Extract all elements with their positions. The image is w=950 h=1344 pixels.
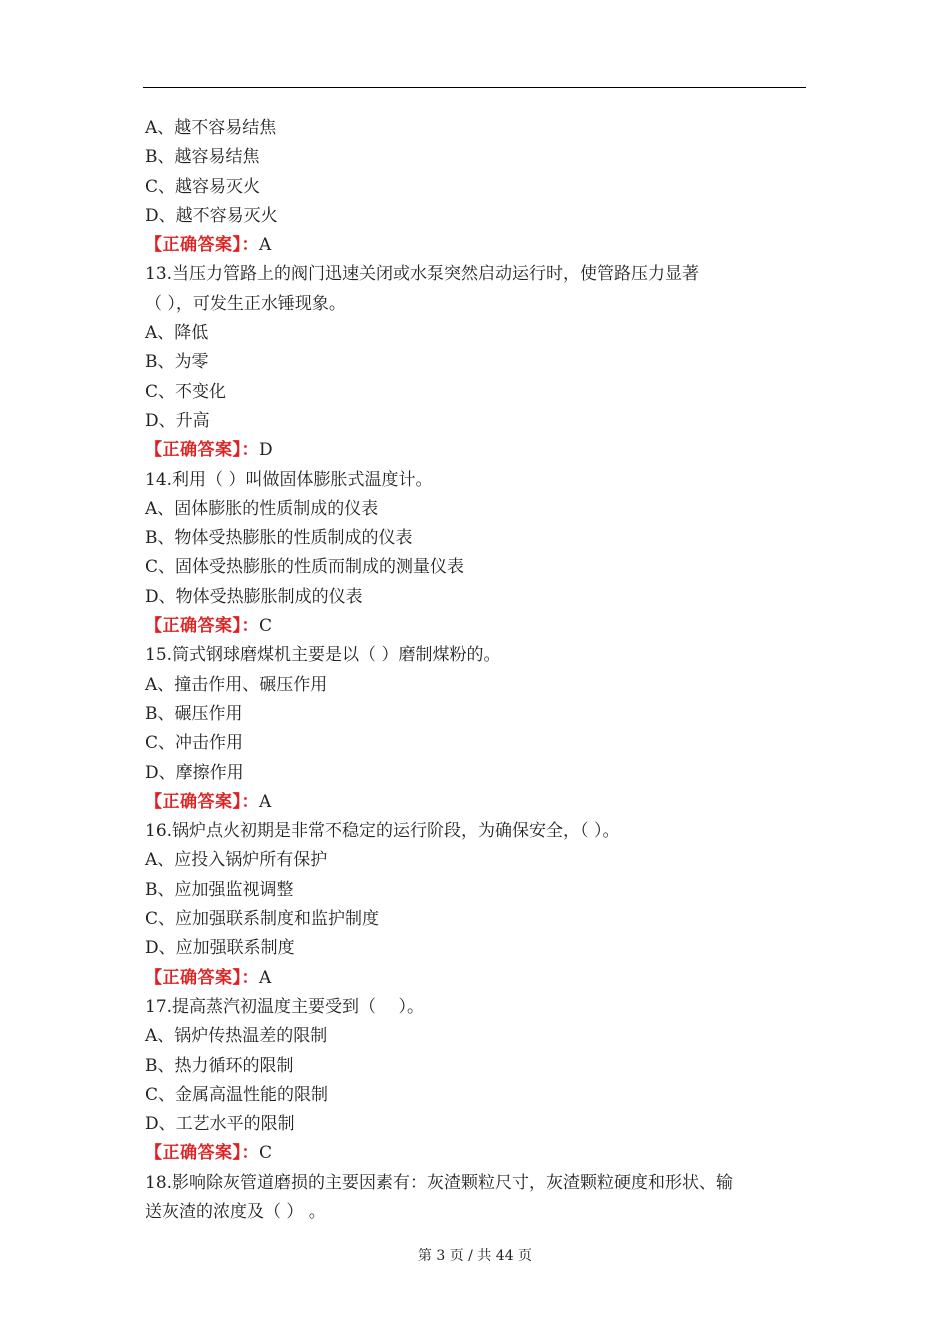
answer-label: 【正确答案】： <box>145 440 259 461</box>
option-line: C、越容易灭火 <box>145 176 261 197</box>
option-line: B、热力循环的限制 <box>145 1055 294 1076</box>
option-line: B、为零 <box>145 352 209 373</box>
option-line: B、碾压作用 <box>145 703 243 724</box>
question-line: 14.利用（ ）叫做固体膨胀式温度计。 <box>145 469 433 490</box>
answer-value: A <box>259 967 272 988</box>
option-line: A、越不容易结焦 <box>145 118 277 138</box>
answer-line <box>145 1139 810 1168</box>
question-line: 18.影响除灰管道磨损的主要因素有：灰渣颗粒尺寸，灰渣颗粒硬度和形状、输 <box>145 1172 734 1193</box>
answer-label: 【正确答案】： <box>145 235 259 256</box>
answer-label: 【正确答案】： <box>145 1143 259 1164</box>
question-line: 17.提高蒸汽初温度主要受到（ ）。 <box>145 996 424 1017</box>
option-line: A、降低 <box>145 323 209 344</box>
option-line: B、物体受热膨胀的性质制成的仪表 <box>145 528 413 549</box>
header-rule <box>143 87 806 88</box>
answer-value: A <box>259 235 272 256</box>
option-line: C、固体受热膨胀的性质而制成的测量仪表 <box>145 557 465 578</box>
document-body <box>145 114 810 1227</box>
option-line: A、锅炉传热温差的限制 <box>145 1026 328 1047</box>
answer-value: C <box>259 1143 273 1164</box>
question-line: （ ），可发生正水锤现象。 <box>145 293 346 314</box>
option-line: C、金属高温性能的限制 <box>145 1084 329 1105</box>
option-line: D、工艺水平的限制 <box>145 1114 295 1135</box>
answer-line <box>145 964 810 993</box>
option-line: C、不变化 <box>145 381 227 402</box>
answer-line <box>145 612 810 641</box>
question-line: 13.当压力管路上的阀门迅速关闭或水泵突然启动运行时，使管路压力显著 <box>145 264 700 285</box>
answer-line <box>145 788 810 817</box>
option-line: D、越不容易灭火 <box>145 205 278 226</box>
answer-label: 【正确答案】： <box>145 791 259 812</box>
page-footer: 第 3 页 / 共 44 页 <box>417 1248 533 1264</box>
option-line: D、摩擦作用 <box>145 762 244 783</box>
answer-value: D <box>259 440 273 461</box>
answer-value: C <box>259 616 273 637</box>
option-line: C、冲击作用 <box>145 733 244 754</box>
question-line: 送灰渣的浓度及（ ） 。 <box>145 1201 326 1222</box>
answer-line <box>145 231 810 260</box>
option-line: C、应加强联系制度和监护制度 <box>145 909 380 930</box>
answer-label: 【正确答案】： <box>145 967 259 988</box>
option-line: D、物体受热膨胀制成的仪表 <box>145 586 363 607</box>
option-line: D、应加强联系制度 <box>145 938 295 959</box>
answer-line <box>145 436 810 465</box>
question-line: 16.锅炉点火初期是非常不稳定的运行阶段，为确保安全，（ ）。 <box>145 821 620 842</box>
answer-value: A <box>259 791 272 812</box>
answer-label: 【正确答案】： <box>145 616 259 637</box>
option-line: A、固体膨胀的性质制成的仪表 <box>145 498 379 519</box>
option-line: A、应投入锅炉所有保护 <box>145 850 328 871</box>
option-line: B、越容易结焦 <box>145 147 260 168</box>
question-line: 15.筒式钢球磨煤机主要是以（ ）磨制煤粉的。 <box>145 645 501 666</box>
option-line: D、升高 <box>145 410 210 431</box>
option-line: A、撞击作用、碾压作用 <box>145 674 328 695</box>
option-line: B、应加强监视调整 <box>145 879 294 900</box>
